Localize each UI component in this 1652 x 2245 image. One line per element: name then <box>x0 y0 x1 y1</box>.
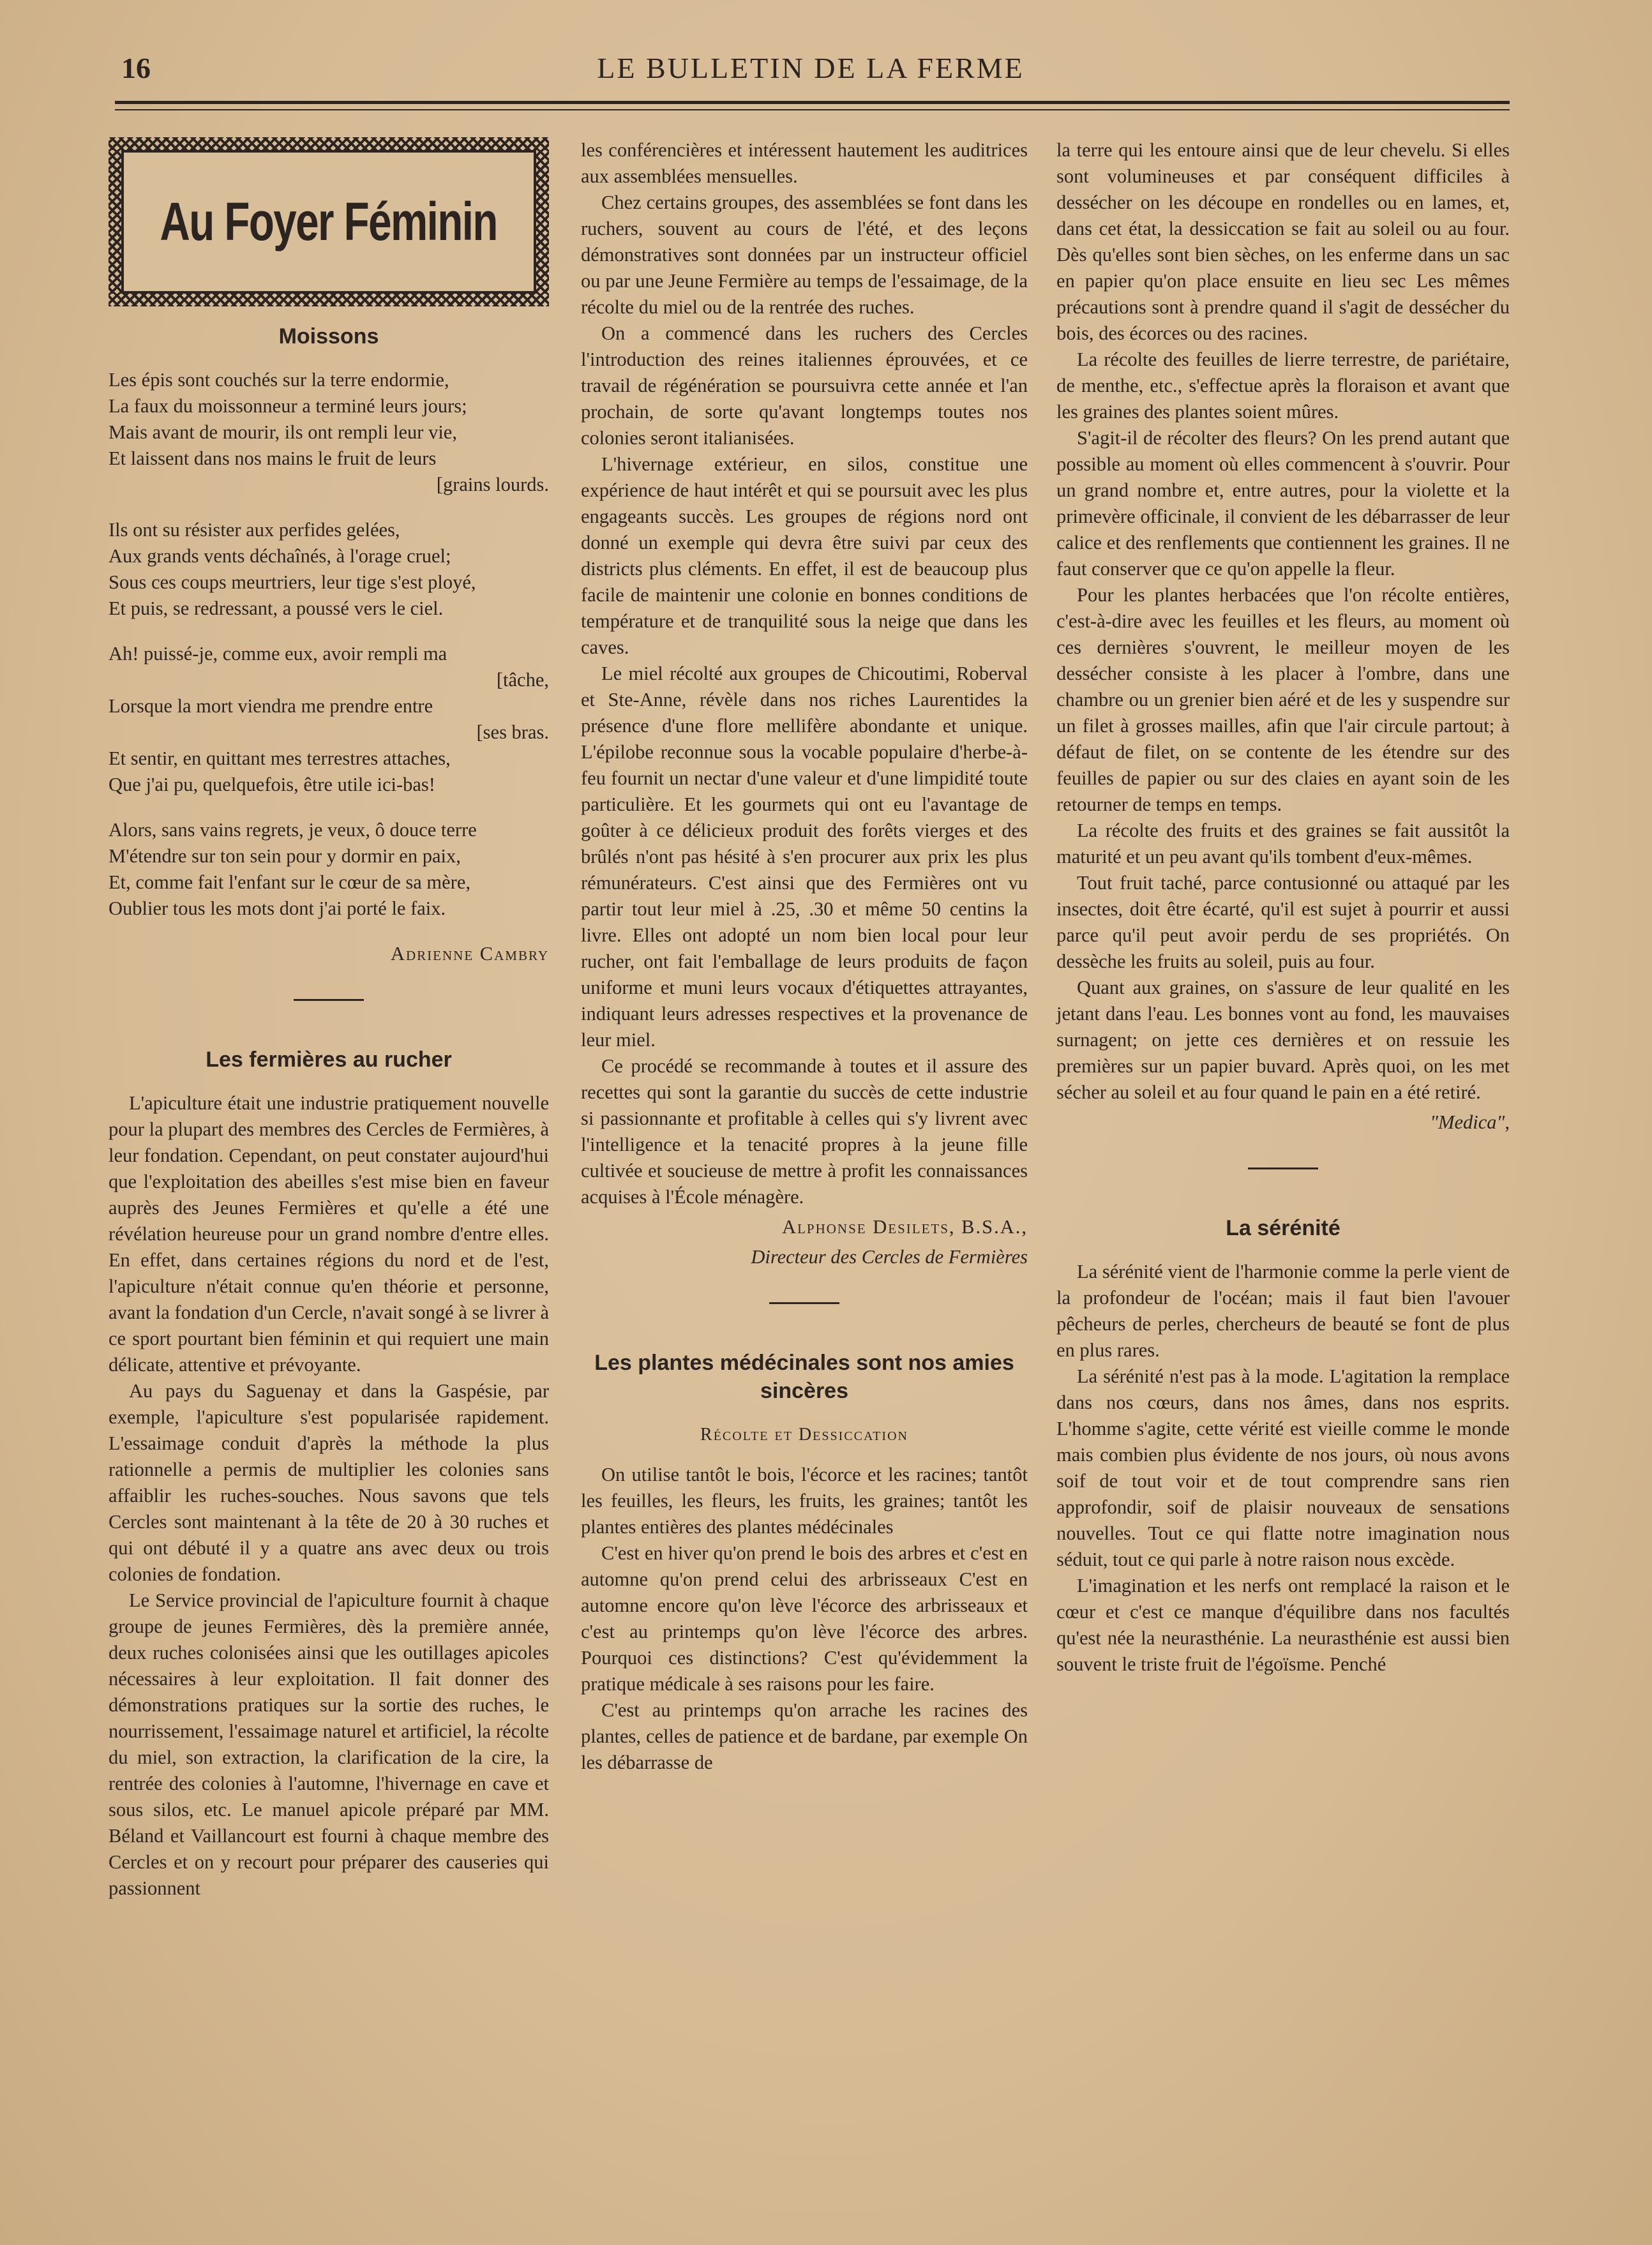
paragraph: La récolte des fruits et des graines se fait aussitôt la maturité et un peu avant qu'ils tombent d'eux-mêmes. <box>1056 820 1510 867</box>
poem-title: Moissons <box>278 324 379 349</box>
poem-line: Que j'ai pu, quelquefois, être utile ici-bas! <box>109 774 435 795</box>
banner-title: Au Foyer Féminin <box>160 191 498 252</box>
paragraph: L'imagination et les nerfs ont remplacé la raison et le cœur et c'est ce manque d'équilibre dans nos facultés qu'est née la neurasthénie. La neurasthénie est aussi bien souvent le triste fruit de l'égoïsme. Penché <box>1056 1575 1510 1675</box>
poem-line: Alors, sans vains regrets, je veux, ô douce terre <box>109 819 477 841</box>
column-2 <box>581 137 1028 1776</box>
paragraph: La sérénité n'est pas à la mode. L'agitation la remplace dans nos cœurs, dans nos âmes, dans nos esprits. L'homme s'agite, cette vérité est vieille comme le monde mais combien plus évidente de nos jours, où nous avons soif de tout voir et de tout comprendre sans rien approfondir, soif de plaisir nouveaux de sensations nouvelles. Tout ce qui flatte notre imagination nous séduit, tout ce qui parle à notre raison nous excède. <box>1056 1365 1510 1570</box>
separator <box>1248 1168 1318 1169</box>
paragraph: Quant aux graines, on s'assure de leur qualité en les jetant dans l'eau. Les bonnes vont au fond, les mauvaises surnagent; on jette ces dernières et on ressuie les premières sur un papier buvard. Après quoi, on les met sécher au soleil et au four quand le pain en a été retiré. <box>1056 977 1510 1103</box>
poem-line: Et puis, se redressant, a poussé vers le ciel. <box>109 597 444 619</box>
paragraph: C'est au printemps qu'on arrache les racines des plantes, celles de patience et de bardane, par exemple On les débarrasse de <box>581 1699 1028 1773</box>
poem-stanza <box>109 367 549 498</box>
paragraph: Au pays du Saguenay et dans la Gaspésie, par exemple, l'apiculture s'est popularisée rapidement. L'essaimage conduit d'après la méthode la plus rationnelle a permis de multiplier les colonies sans affaiblir les ruches-souches. Nous savons que tels Cercles sont maintenant à la tête de 20 à 30 ruches et qui ont débuté il y a quatre ans avec deux ou trois colonies de fondation. <box>109 1380 549 1585</box>
poem-stanza <box>109 517 549 622</box>
poem-line: Ils ont su résister aux perfides gelées, <box>109 519 400 541</box>
poem-line: Ah! puissé-je, comme eux, avoir rempli ma <box>109 643 447 664</box>
paragraph: On utilise tantôt le bois, l'écorce et les racines; tantôt les feuilles, les fleurs, les fruits, les graines; tantôt les plantes entières des plantes médécinales <box>581 1464 1028 1538</box>
column-1 <box>109 137 549 1902</box>
poem-line: Mais avant de mourir, ils ont rempli leur vie, <box>109 421 457 443</box>
poem-line: Sous ces coups meurtriers, leur tige s'est ployé, <box>109 571 476 593</box>
poem <box>109 367 549 922</box>
page-header <box>115 51 1506 89</box>
column-3 <box>1056 137 1510 1678</box>
paragraph: S'agit-il de récolter des fleurs? On les prend autant que possible au moment où elles commencent à s'ouvrir. Pour un grand nombre et, entre autres, pour la violette et la primevère officinale, il convient de les débarrasser de leur calice et des renflements que contiennent les graines. Il ne faut conserver que ce qu'on appelle la fleur. <box>1056 427 1510 580</box>
poem-line: [ses bras. <box>476 721 549 743</box>
poem-line: Oublier tous les mots dont j'ai porté le faix. <box>109 897 446 919</box>
paragraph: Tout fruit taché, parce contusionné ou attaqué par les insectes, doit être écarté, qu'il est sujet à pourrir et aussi parce qu'il peut avoir perdu de ses propriétés. On dessèche les fruits au soleil, puis au four. <box>1056 872 1510 972</box>
poem-line: La faux du moissonneur a terminé leurs jours; <box>109 395 467 417</box>
poem-line: Et laissent dans nos mains le fruit de leurs <box>109 447 437 469</box>
paragraph: L'hivernage extérieur, en silos, constitue une expérience de haut intérêt et qui se poursuit avec les plus engageants succès. Les groupes de régions nord ont donné un exemple qui devra être suivi par ceux des districts plus cléments. En effet, il est de beaucoup plus facile de maintenir une colonie en bonnes conditions de température et de tranquilité sous la neige que dans les caves. <box>581 453 1028 658</box>
poem-line: Les épis sont couchés sur la terre endormie, <box>109 369 449 391</box>
poem-line: Aux grands vents déchaînés, à l'orage cruel; <box>109 545 451 567</box>
poem-line: Et, comme fait l'enfant sur le cœur de sa mère, <box>109 871 470 893</box>
article-title-plantes: Les plantes médécinales sont nos amies sincères <box>594 1351 1014 1403</box>
paragraph: On a commencé dans les ruchers des Cercles l'introduction des reines italiennes éprouvées, et ce travail de régénération se poursuivra cette année et l'an prochain, de sorte qu'avant longtemps toutes nos colonies seront italianisées. <box>581 322 1028 449</box>
paragraph: La sérénité vient de l'harmonie comme la perle vient de la profondeur de l'océan; mais il faut bien l'avouer pêcheurs de perles, chercheurs de beauté se font de plus en plus rares. <box>1056 1261 1510 1361</box>
poem-stanza <box>109 641 549 798</box>
running-title: LE BULLETIN DE LA FERME <box>597 52 1025 84</box>
article-author: Alphonse Desilets, B.S.A., <box>782 1216 1028 1238</box>
poem-line: M'étendre sur ton sein pour y dormir en paix, <box>109 845 461 867</box>
paragraph: les conférencières et intéressent hautement les auditrices aux assemblées mensuelles. <box>581 139 1028 187</box>
paragraph: Le miel récolté aux groupes de Chicoutimi, Roberval et Ste-Anne, révèle dans nos riches Laurentides la présence d'une flore mellifère abondante et unique. L'épilobe reconnue sous la vocable populaire d'herbe-à-feu fournit un nectar d'une valeur et d'une limpidité toute particulière. Et les gourmets qui ont eu l'avantage de goûter à ce délicieux produit des forêts vierges et des brûlés n'ont pas hésité à s'en procurer aux prix les plus rémunérateurs. C'est ainsi que des Fermières ont vu partir tout leur miel à .25, .30 et même 50 centins la livre. Elles ont adopté un nom bien local pour leur rucher, ont fait l'emballage de leurs produits de façon uniforme et muni leurs vocaux d'étiquettes attrayantes, indiquant leurs adresses respectives et la provenance de leur miel. <box>581 663 1028 1051</box>
separator <box>294 999 364 1001</box>
paragraph: Ce procédé se recommande à toutes et il assure des recettes qui sont la garantie du succès de cette industrie si passionnante et profitable à celles qui s'y livrent avec l'intelligence et la tenacité propres à la jeune fille cultivée et soucieuse de mettre à profit les connaissances acquises à l'École ménagère. <box>581 1055 1028 1208</box>
paragraph: Chez certains groupes, des assemblées se font dans les ruchers, souvent au cours de l'été, et des leçons démonstratives sont données par un instructeur officiel ou par une Jeune Fermière au temps de l'essaimage, de la récolte du miel ou de la rentrée des ruches. <box>581 191 1028 318</box>
poem-line: [grains lourds. <box>436 474 549 495</box>
article-title-fermieres: Les fermières au rucher <box>206 1047 452 1072</box>
poem-line: Lorsque la mort viendra me prendre entre <box>109 695 433 717</box>
paragraph: C'est en hiver qu'on prend le bois des arbres et c'est en automne qu'on prend celui des arbrisseaux C'est en automne encore qu'on lève l'écorce des arbrisseaux et c'est au printemps qu'on lève l'écorce des arbres. Pourquoi ces distinctions? C'est qu'évidemment la pratique médicale à ses raisons pour les faire. <box>581 1542 1028 1695</box>
article-author-title: Directeur des Cercles de Fermières <box>751 1246 1028 1268</box>
paragraph: la terre qui les entoure ainsi que de leur chevelu. Si elles sont volumineuses et par conséquent difficiles à dessécher on les découpe en rondelles ou en lames, et, dans cet état, la dessiccation se fait au soleil ou au four. Dès qu'elles sont bien sèches, on les enferme dans un sac en papier qu'on place ensuite en lieu sec Les mêmes précautions sont à prendre quand il s'agit de dessécher du bois, des écorces ou des racines. <box>1056 139 1510 344</box>
paragraph: La récolte des feuilles de lierre terrestre, de pariétaire, de menthe, etc., s'effectue après la floraison et avant que les graines des plantes soient mûres. <box>1056 349 1510 423</box>
poem-author: Adrienne Cambry <box>390 943 549 965</box>
header-rule <box>115 101 1510 110</box>
page-number: 16 <box>121 52 151 84</box>
article-author: "Medica", <box>1430 1111 1510 1133</box>
separator <box>769 1302 839 1304</box>
paragraph: Le Service provincial de l'apiculture fournit à chaque groupe de jeunes Fermières, dès la première année, deux ruches colonisées ainsi que les outillages apicoles nécessaires à leur exploitation. Il fait donner des démonstrations pratiques sur la sortie des ruches, le nourrissement, l'essaimage naturel et artificiel, la récolte du miel, son extraction, la clarification de la cire, la rentrée des colonies à l'automne, l'hivernage en cave et sous silos, etc. Le manuel apicole préparé par MM. Béland et Vaillancourt est fourni à chaque membre des Cercles et on y recourt pour préparer des causeries qui passionnent <box>109 1589 549 1899</box>
poem-line: [tâche, <box>496 669 549 691</box>
article-title-serenite: La sérénité <box>1226 1216 1340 1240</box>
article-subtitle: Récolte et Dessiccation <box>700 1425 908 1445</box>
paragraph: L'apiculture était une industrie pratiquement nouvelle pour la plupart des membres des Cercles de Fermières, à leur fondation. Cependant, on peut constater aujourd'hui que l'exploitation des abeilles s'est mise bien en faveur auprès des Jeunes Fermières et qu'elle a été une révélation heureuse pour un grand nombre d'entre elles. En effet, dans certaines régions du nord et de l'est, l'apiculture n'était connue qu'en théorie et personne, avant la fondation d'un Cercle, n'avait songé à se livrer à ce sport pourtant bien féminin et qui requiert une main délicate, attentive et prévoyante. <box>109 1092 549 1376</box>
poem-line: Et sentir, en quittant mes terrestres attaches, <box>109 747 451 769</box>
paragraph: Pour les plantes herbacées que l'on récolte entières, c'est-à-dire avec les feuilles et les fleurs, au moment où ces dernières s'ouvrent, le meilleur moyen de les dessécher consiste à les placer à l'ombre, dans une chambre ou un grenier bien aéré et de les y suspendre sur un filet à grosses mailles, afin que l'air circule partout; à défaut de filet, on se contente de les étendre sur des feuilles de papier ou sur des claies en ayant soin de les retourner de temps en temps. <box>1056 584 1510 815</box>
section-banner <box>109 137 549 306</box>
poem-stanza <box>109 817 549 922</box>
